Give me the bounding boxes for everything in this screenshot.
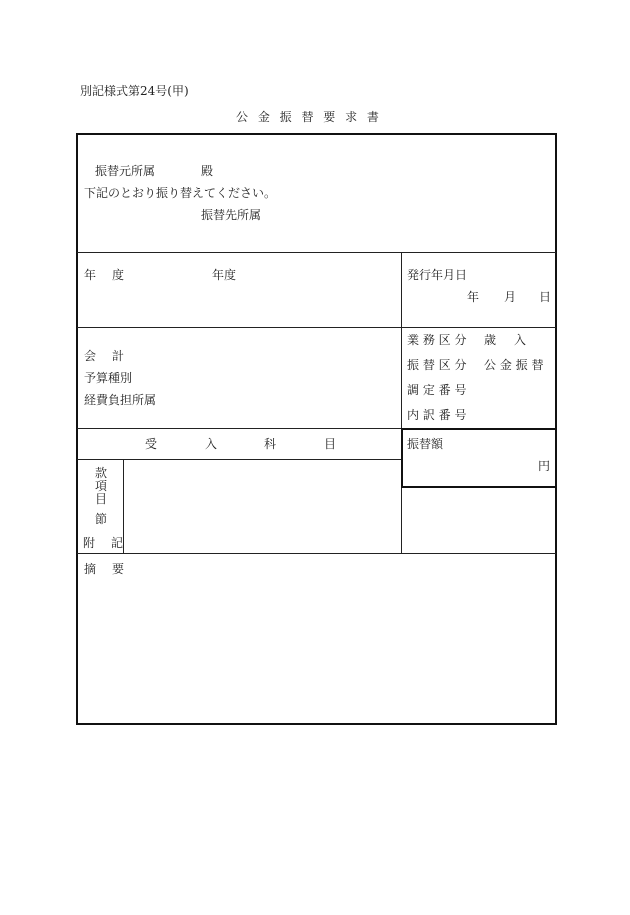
form-number: 別記様式第24号(甲) [80, 84, 189, 98]
subject-header-4: 目 [324, 437, 337, 451]
transfer-category-label: 振 替 区 分 [407, 358, 467, 372]
year-suffix: 年度 [212, 268, 237, 282]
year-label: 年 度 [84, 268, 127, 282]
to-dept-label: 振替先所属 [201, 208, 262, 222]
divider-header [77, 252, 556, 253]
subject-header-2: 入 [205, 437, 218, 451]
from-dept-label: 振替元所属 [95, 164, 156, 178]
issue-year: 年 [467, 290, 480, 304]
detail-number-label: 内 訳 番 号 [407, 408, 467, 422]
divider-subject-header [77, 459, 401, 460]
transfer-category-value: 公 金 振 替 [484, 358, 544, 372]
page-title: 公 金 振 替 要 求 書 [236, 110, 382, 124]
dono-label: 殿 [201, 164, 214, 178]
business-category-value: 歳 入 [484, 333, 530, 347]
kan-label: 款 [95, 466, 108, 480]
divider-subjects [77, 553, 556, 554]
summary-label: 摘 要 [84, 562, 127, 576]
moku-label: 目 [95, 492, 108, 506]
subject-header-1: 受 [145, 437, 158, 451]
divider-year [77, 327, 556, 328]
instruction-text: 下記のとおり振り替えてください。 [84, 186, 277, 200]
setsu-label: 節 [95, 512, 108, 526]
yen-label: 円 [538, 459, 551, 473]
kou-label: 項 [95, 479, 108, 493]
fuki-label: 附 記 [83, 536, 126, 550]
divider-accounting [77, 428, 401, 429]
divider-right-column [401, 252, 402, 553]
subject-header-3: 科 [264, 437, 277, 451]
kaikei-label: 会 計 [84, 349, 127, 363]
issue-date-label: 発行年月日 [407, 268, 468, 282]
business-category-label: 業 務 区 分 [407, 333, 467, 347]
adjust-number-label: 調 定 番 号 [407, 383, 467, 397]
keihi-label: 経費負担所属 [84, 393, 157, 407]
amount-label: 振替額 [407, 437, 444, 451]
issue-month: 月 [504, 290, 517, 304]
yosan-label: 予算種別 [84, 371, 133, 385]
issue-day: 日 [539, 290, 552, 304]
